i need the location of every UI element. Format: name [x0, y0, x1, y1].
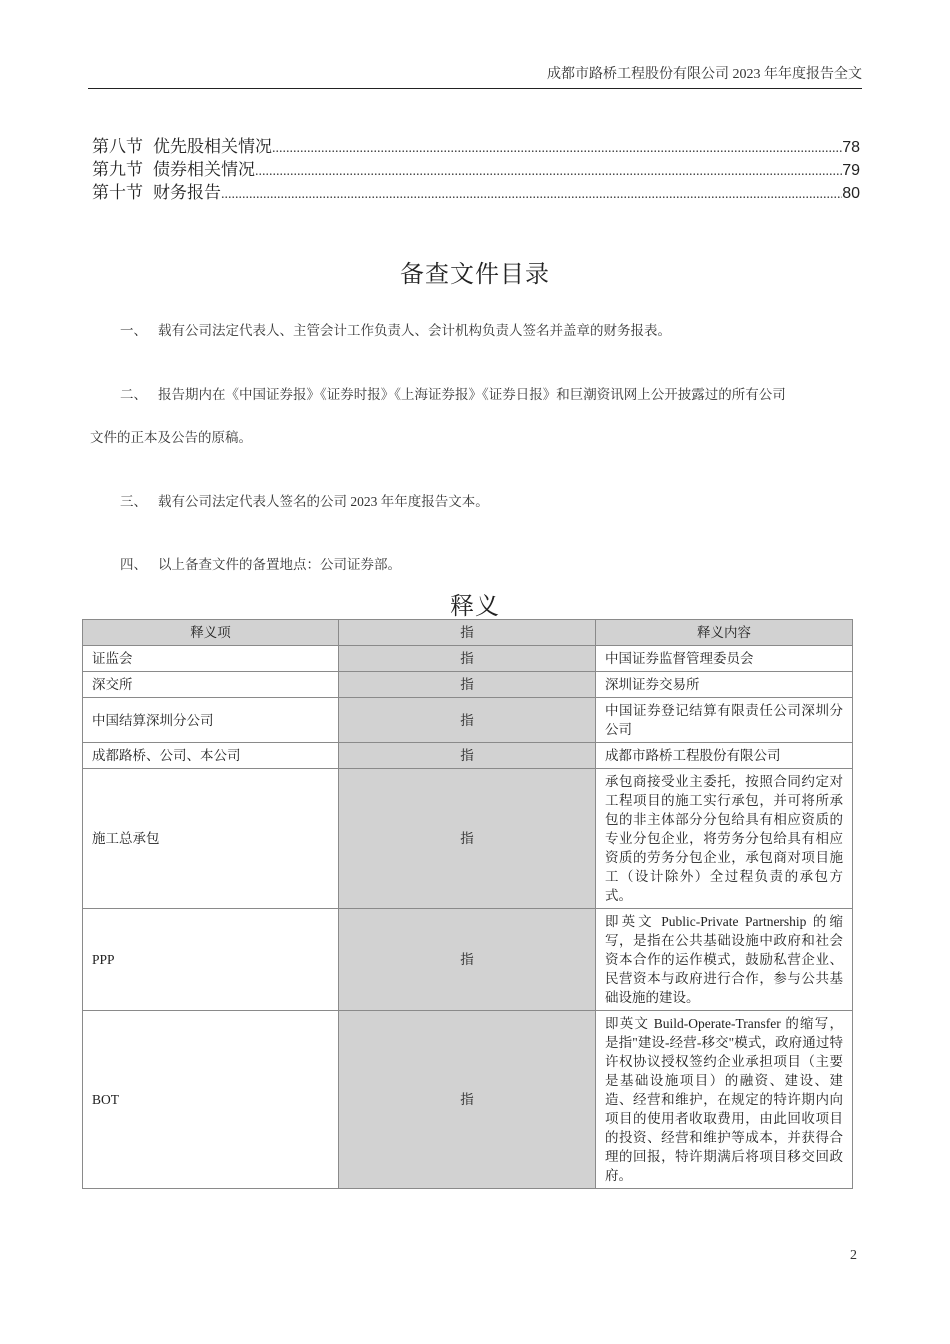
content-cell: 承包商接受业主委托，按照合同约定对工程项目的施工实行承包，并可将所承包的非主体部分分包给具有相应资质的专业分包企业，将劳务分包给具有相应资质的劳务分包企业，承包商对项目施工（设计除外）全过程负责的承包方式。	[596, 769, 853, 909]
table-row	[83, 909, 853, 1011]
toc-section-title: 债券相关情况	[153, 160, 255, 179]
term-cell: 成都路桥、公司、本公司	[83, 743, 339, 769]
toc-leader-dots	[272, 137, 842, 160]
content-cell: 成都市路桥工程股份有限公司	[596, 743, 853, 769]
term-cell: 中国结算深圳分公司	[83, 698, 339, 743]
term-cell: 施工总承包	[83, 769, 339, 909]
table-header-row	[83, 620, 853, 646]
term-cell: BOT	[83, 1011, 339, 1189]
refers-cell: 指	[339, 909, 596, 1011]
table-row	[83, 646, 853, 672]
item-number: 三、	[120, 494, 147, 509]
definitions-table	[82, 619, 853, 1189]
refers-cell: 指	[339, 698, 596, 743]
column-header-refers: 指	[339, 620, 596, 646]
item-text: 载有公司法定代表人、主管会计工作负责人、会计机构负责人签名并盖章的财务报表。	[158, 323, 671, 338]
toc-page-number: 80	[842, 185, 860, 202]
content-cell: 即英文 Build-Operate-Transfer 的缩写，是指"建设-经营-移交"模式，政府通过特许权协议授权签约企业承担项目（主要是基础设施项目）的融资、建设、建造、经营和维护，在规定的特许期内向项目的使用者收取费用，由此回收项目的投资、经营和维护等成本，并获得合理的回报，特许期满后将项目移交回政府。	[596, 1011, 853, 1189]
toc-section-number: 第八节	[92, 137, 143, 156]
column-header-term: 释义项	[83, 620, 339, 646]
table-of-contents	[92, 135, 860, 204]
definitions-heading: 释义	[450, 594, 500, 620]
item-number: 二、	[120, 387, 147, 402]
table-row	[83, 1011, 853, 1189]
refers-cell: 指	[339, 743, 596, 769]
reference-doc-item	[92, 492, 852, 512]
item-number: 一、	[120, 323, 147, 338]
table-row	[83, 698, 853, 743]
toc-page-number: 78	[842, 139, 860, 156]
running-header	[88, 64, 862, 89]
content-cell: 中国证券监督管理委员会	[596, 646, 853, 672]
toc-section-number: 第九节	[92, 160, 143, 179]
item-text: 以上备查文件的备置地点：公司证券部。	[158, 557, 401, 572]
content-cell: 中国证券登记结算有限责任公司深圳分公司	[596, 698, 853, 743]
toc-section-title: 优先股相关情况	[153, 137, 272, 156]
item-number: 四、	[120, 557, 147, 572]
table-row	[83, 672, 853, 698]
toc-leader-dots	[255, 160, 842, 183]
reference-doc-item	[92, 555, 852, 575]
table-row	[83, 743, 853, 769]
term-cell: 证监会	[83, 646, 339, 672]
term-cell: 深交所	[83, 672, 339, 698]
page-number: 2	[850, 1248, 857, 1263]
table-row	[83, 769, 853, 909]
content-cell: 深圳证券交易所	[596, 672, 853, 698]
reference-docs-heading: 备查文件目录	[400, 262, 550, 288]
reference-doc-item	[92, 385, 852, 405]
toc-entry[interactable]	[92, 181, 860, 204]
toc-entry[interactable]	[92, 135, 860, 158]
refers-cell: 指	[339, 672, 596, 698]
header-title: 成都市路桥工程股份有限公司 2023 年年度报告全文	[547, 67, 862, 82]
column-header-content: 释义内容	[596, 620, 853, 646]
item-text: 载有公司法定代表人签名的公司 2023 年年度报告文本。	[158, 494, 489, 509]
reference-doc-item-continuation: 文件的正本及公告的原稿。	[90, 430, 252, 445]
toc-entry[interactable]	[92, 158, 860, 181]
toc-leader-dots	[221, 183, 842, 206]
reference-doc-item	[92, 321, 852, 341]
item-text: 报告期内在《中国证券报》《证券时报》《上海证券报》《证券日报》和巨潮资讯网上公开披露过的所有公司	[158, 387, 786, 402]
refers-cell: 指	[339, 769, 596, 909]
refers-cell: 指	[339, 1011, 596, 1189]
toc-page-number: 79	[842, 162, 860, 179]
term-cell: PPP	[83, 909, 339, 1011]
refers-cell: 指	[339, 646, 596, 672]
content-cell: 即英文 Public-Private Partnership 的缩写，是指在公共基础设施中政府和社会资本合作的运作模式，鼓励私营企业、民营资本与政府进行合作，参与公共基础设施的建设。	[596, 909, 853, 1011]
toc-section-number: 第十节	[92, 183, 143, 202]
toc-section-title: 财务报告	[153, 183, 221, 202]
